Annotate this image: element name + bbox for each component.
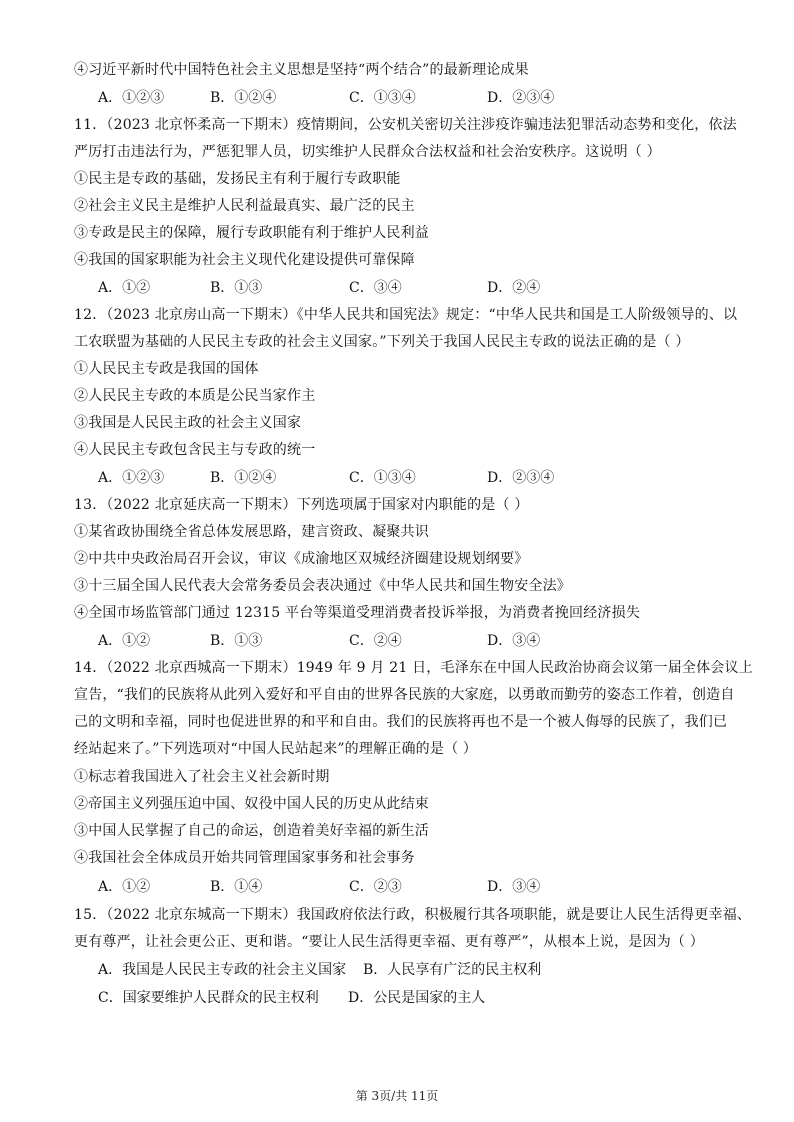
q13-option-d: D．③④	[487, 633, 541, 649]
q10-statement-4: ④习近平新时代中国特色社会主义思想是坚持“两个结合”的最新理论成果	[74, 62, 529, 78]
q15-stem-line-1: 15．（2022 北京东城高一下期末）我国政府依法行政，积极履行其各项职能，就是要让人民生活得更幸福、	[74, 907, 752, 923]
q11-statement-1: ①民主是专政的基础，发扬民主有利于履行专政职能	[74, 171, 401, 187]
q13-statement-4: ④全国市场监管部门通过 12315 平台等渠道受理消费者投诉举报，为消费者挽回经济损失	[74, 605, 641, 621]
q12-option-a: A．①②③	[98, 470, 165, 486]
q11-statement-2: ②社会主义民主是维护人民利益最真实、最广泛的民主	[74, 198, 415, 214]
page-footer: 第 3页/共 11页	[355, 1089, 439, 1103]
q14-statement-2: ②帝国主义列强压迫中国、奴役中国人民的历史从此结束	[74, 796, 429, 812]
q11-statement-4: ④我国的国家职能为社会主义现代化建设提供可靠保障	[74, 252, 415, 268]
q10-option-b: B．①②④	[210, 90, 277, 106]
q10-option-c: C．①③④	[349, 90, 416, 106]
q14-stem-line-2: 宣告，“我们的民族将从此列入爱好和平自由的世界各民族的大家庭，以勇敢而勤劳的姿态工作着，创造自	[74, 687, 735, 703]
q13-statement-1: ①某省政协围绕全省总体发展思路，建言资政、凝聚共识	[74, 524, 429, 540]
q11-stem-line-1: 11．（2023 北京怀柔高一下期末）疫情期间，公安机关密切关注涉疫诈骗违法犯罪活动态势和变化，依法	[74, 117, 737, 133]
q14-option-a: A．①②	[98, 879, 151, 895]
q11-option-c: C．③④	[349, 280, 402, 296]
q12-statement-3: ③我国是人民民主政的社会主义国家	[74, 415, 302, 431]
q14-option-d: D．③④	[487, 879, 541, 895]
q14-stem-line-1: 14．（2022 北京西城高一下期末）1949 年 9 月 21 日，毛泽东在中国人民政治协商会议第一届全体会议上	[74, 660, 753, 676]
q11-stem-line-2: 严厉打击违法行为，严惩犯罪人员，切实维护人民群众合法权益和社会治安秩序。这说明（ ）	[74, 144, 661, 160]
q12-options	[98, 469, 718, 487]
q10-option-d: D．②③④	[487, 90, 555, 106]
q15-options-row-2	[98, 989, 718, 1007]
q12-statement-2: ②人民民主专政的本质是公民当家作主	[74, 388, 316, 404]
q14-statement-3: ③中国人民掌握了自己的命运，创造着美好幸福的新生活	[74, 823, 429, 839]
q13-option-c: C．②④	[349, 633, 402, 649]
q15-option-d: D．公民是国家的主人	[348, 990, 486, 1006]
q12-stem-line-2: 工农联盟为基础的人民民主专政的社会主义国家。”下列关于我国人民民主专政的说法正确的是（ ）	[74, 334, 690, 350]
q15-option-a: A．我国是人民民主专政的社会主义国家	[98, 962, 347, 978]
q11-statement-3: ③专政是民主的保障，履行专政职能有利于维护人民利益	[74, 225, 429, 241]
q11-option-b: B．①③	[210, 280, 263, 296]
q11-options	[98, 279, 718, 297]
q12-option-b: B．①②④	[210, 470, 277, 486]
q12-option-c: C．①③④	[349, 470, 416, 486]
q13-options	[98, 632, 718, 650]
q13-statement-2: ②中共中央政治局召开会议，审议《成渝地区双城经济圈建设规划纲要》	[74, 551, 529, 567]
q12-option-d: D．②③④	[487, 470, 555, 486]
q14-option-c: C．②③	[349, 879, 402, 895]
q14-statement-4: ④我国社会全体成员开始共同管理国家事务和社会事务	[74, 850, 415, 866]
q10-options	[98, 89, 718, 107]
q14-stem-line-4: 经站起来了。”下列选项对“中国人民站起来”的理解正确的是（ ）	[74, 741, 478, 757]
q14-stem-line-3: 己的文明和幸福，同时也促进世界的和平和自由。我们的民族将再也不是一个被人侮辱的民族了，我们已	[74, 714, 728, 730]
q12-statement-1: ①人民民主专政是我国的国体	[74, 361, 259, 377]
q13-stem: 13．（2022 北京延庆高一下期末）下列选项属于国家对内职能的是（ ）	[74, 497, 529, 513]
q13-option-b: B．①③	[210, 633, 263, 649]
q15-options-row-1	[98, 961, 718, 979]
q15-option-b: B．人民享有广泛的民主权利	[363, 962, 542, 978]
q12-statement-4: ④人民民主专政包含民主与专政的统一	[74, 442, 316, 458]
q14-options	[98, 878, 718, 896]
q13-statement-3: ③十三届全国人民代表大会常务委员会表决通过《中华人民共和国生物安全法》	[74, 578, 571, 594]
q12-stem-line-1: 12．（2023 北京房山高一下期末）《中华人民共和国宪法》规定：“中华人民共和国是工人阶级领导的、以	[74, 307, 738, 323]
q11-option-a: A．①②	[98, 280, 151, 296]
q14-option-b: B．①④	[210, 879, 263, 895]
q10-option-a: A．①②③	[98, 90, 165, 106]
q15-stem-line-2: 更有尊严，让社会更公正、更和谐。“要让人民生活得更幸福、更有尊严”，从根本上说，是因为（ ）	[74, 934, 704, 950]
q11-option-d: D．②④	[487, 280, 541, 296]
q15-option-c: C．国家要维护人民群众的民主权利	[98, 990, 319, 1006]
q14-statement-1: ①标志着我国进入了社会主义社会新时期	[74, 769, 330, 785]
q13-option-a: A．①②	[98, 633, 151, 649]
